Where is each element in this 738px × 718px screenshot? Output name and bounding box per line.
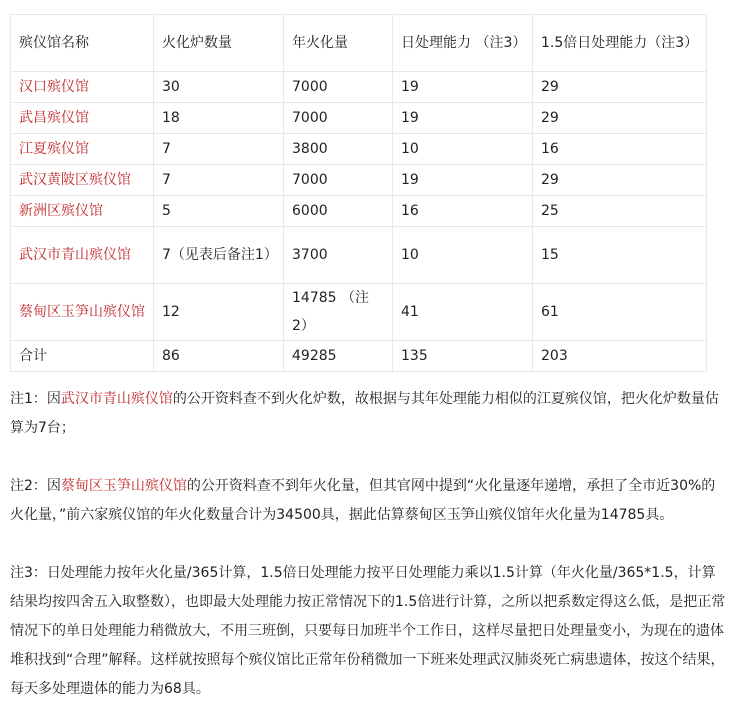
table-row	[11, 103, 707, 134]
note-2-link[interactable]: 蔡甸区玉笋山殡仪馆	[60, 478, 187, 494]
cell-daily: 19	[393, 165, 533, 196]
crematorium-link[interactable]: 武昌殡仪馆	[11, 103, 154, 134]
cell-furnaces: 12	[154, 284, 284, 341]
crematorium-link[interactable]: 新洲区殡仪馆	[11, 196, 154, 227]
header-furnaces: 火化炉数量	[154, 15, 284, 72]
crematorium-link[interactable]: 汉口殡仪馆	[11, 72, 154, 103]
cell-furnaces: 18	[154, 103, 284, 134]
table-row	[11, 284, 707, 341]
crematorium-link[interactable]: 蔡甸区玉笋山殡仪馆	[11, 284, 154, 341]
total-daily: 135	[393, 341, 533, 372]
note-2	[10, 472, 726, 530]
cell-furnaces: 5	[154, 196, 284, 227]
cell-annual: 7000	[284, 72, 393, 103]
total-annual: 49285	[284, 341, 393, 372]
cell-daily15: 29	[533, 103, 707, 134]
cell-annual: 3700	[284, 227, 393, 284]
note-1-link[interactable]: 武汉市青山殡仪馆	[60, 391, 173, 407]
cell-daily15: 61	[533, 284, 707, 341]
total-daily15: 203	[533, 341, 707, 372]
cell-daily: 16	[393, 196, 533, 227]
cell-daily: 19	[393, 103, 533, 134]
cell-furnaces: 7（见表后备注1）	[154, 227, 284, 284]
header-daily: 日处理能力 （注3）	[393, 15, 533, 72]
table-total-row	[11, 341, 707, 372]
cell-daily: 19	[393, 72, 533, 103]
note-2-prefix: 注2：因	[10, 478, 61, 494]
cell-daily: 10	[393, 134, 533, 165]
cell-daily: 41	[393, 284, 533, 341]
cell-daily15: 15	[533, 227, 707, 284]
note-3: 注3：日处理能力按年火化量/365计算，1.5倍日处理能力按平日处理能力乘以1.5计算（年火化量/365*1.5，计算结果均按四舍五入取整数），也即最大处理能力按正常情况下的1.5倍进行计算，之所以把系数定得这么低，是把正常情况下的单日处理能力稍微放大，不用三班倒，只要每日加班半个工作日，这样尽量把日处理量变小，为现在的遗体堆积找到“合理”解释。这样就按照每个殡仪馆比正常年份稍微加一下班来处理武汉肺炎死亡病患遗体，按这个结果，每天多处理遗体的能力为68具。	[10, 565, 726, 697]
note-1-text: 的公开资料查不到火化炉数，故根据与其年处理能力相似的江夏殡仪馆，把火化炉数量估算为7台；	[10, 391, 719, 436]
table-row	[11, 227, 707, 284]
cell-annual: 7000	[284, 165, 393, 196]
table-row	[11, 196, 707, 227]
cell-daily15: 25	[533, 196, 707, 227]
table-row	[11, 165, 707, 196]
cell-furnaces: 7	[154, 165, 284, 196]
table-row	[11, 134, 707, 165]
header-annual: 年火化量	[284, 15, 393, 72]
header-name: 殡仪馆名称	[11, 15, 154, 72]
cell-annual: 3800	[284, 134, 393, 165]
note-1-prefix: 注1：因	[10, 391, 61, 407]
crematorium-table	[10, 14, 707, 372]
table-header-row	[11, 15, 707, 72]
crematorium-link[interactable]: 武汉市青山殡仪馆	[11, 227, 154, 284]
total-label: 合计	[11, 341, 154, 372]
cell-furnaces: 7	[154, 134, 284, 165]
crematorium-link[interactable]: 江夏殡仪馆	[11, 134, 154, 165]
cell-furnaces: 30	[154, 72, 284, 103]
header-daily15: 1.5倍日处理能力（注3）	[533, 15, 707, 72]
note-1	[10, 385, 726, 443]
crematorium-link[interactable]: 武汉黄陂区殡仪馆	[11, 165, 154, 196]
cell-daily15: 16	[533, 134, 707, 165]
cell-annual: 6000	[284, 196, 393, 227]
table-row	[11, 72, 707, 103]
cell-daily15: 29	[533, 72, 707, 103]
cell-annual: 7000	[284, 103, 393, 134]
note-2-text: 的公开资料查不到年火化量，但其官网中提到“火化量逐年递增，承担了全市近30%的火化量，”前六家殡仪馆的年火化数量合计为34500具，据此估算蔡甸区玉笋山殡仪馆年火化量为14785具。	[10, 478, 716, 523]
total-furnaces: 86	[154, 341, 284, 372]
cell-daily15: 29	[533, 165, 707, 196]
cell-daily: 10	[393, 227, 533, 284]
notes-section	[0, 385, 726, 704]
cell-annual: 14785 （注2）	[284, 284, 393, 341]
